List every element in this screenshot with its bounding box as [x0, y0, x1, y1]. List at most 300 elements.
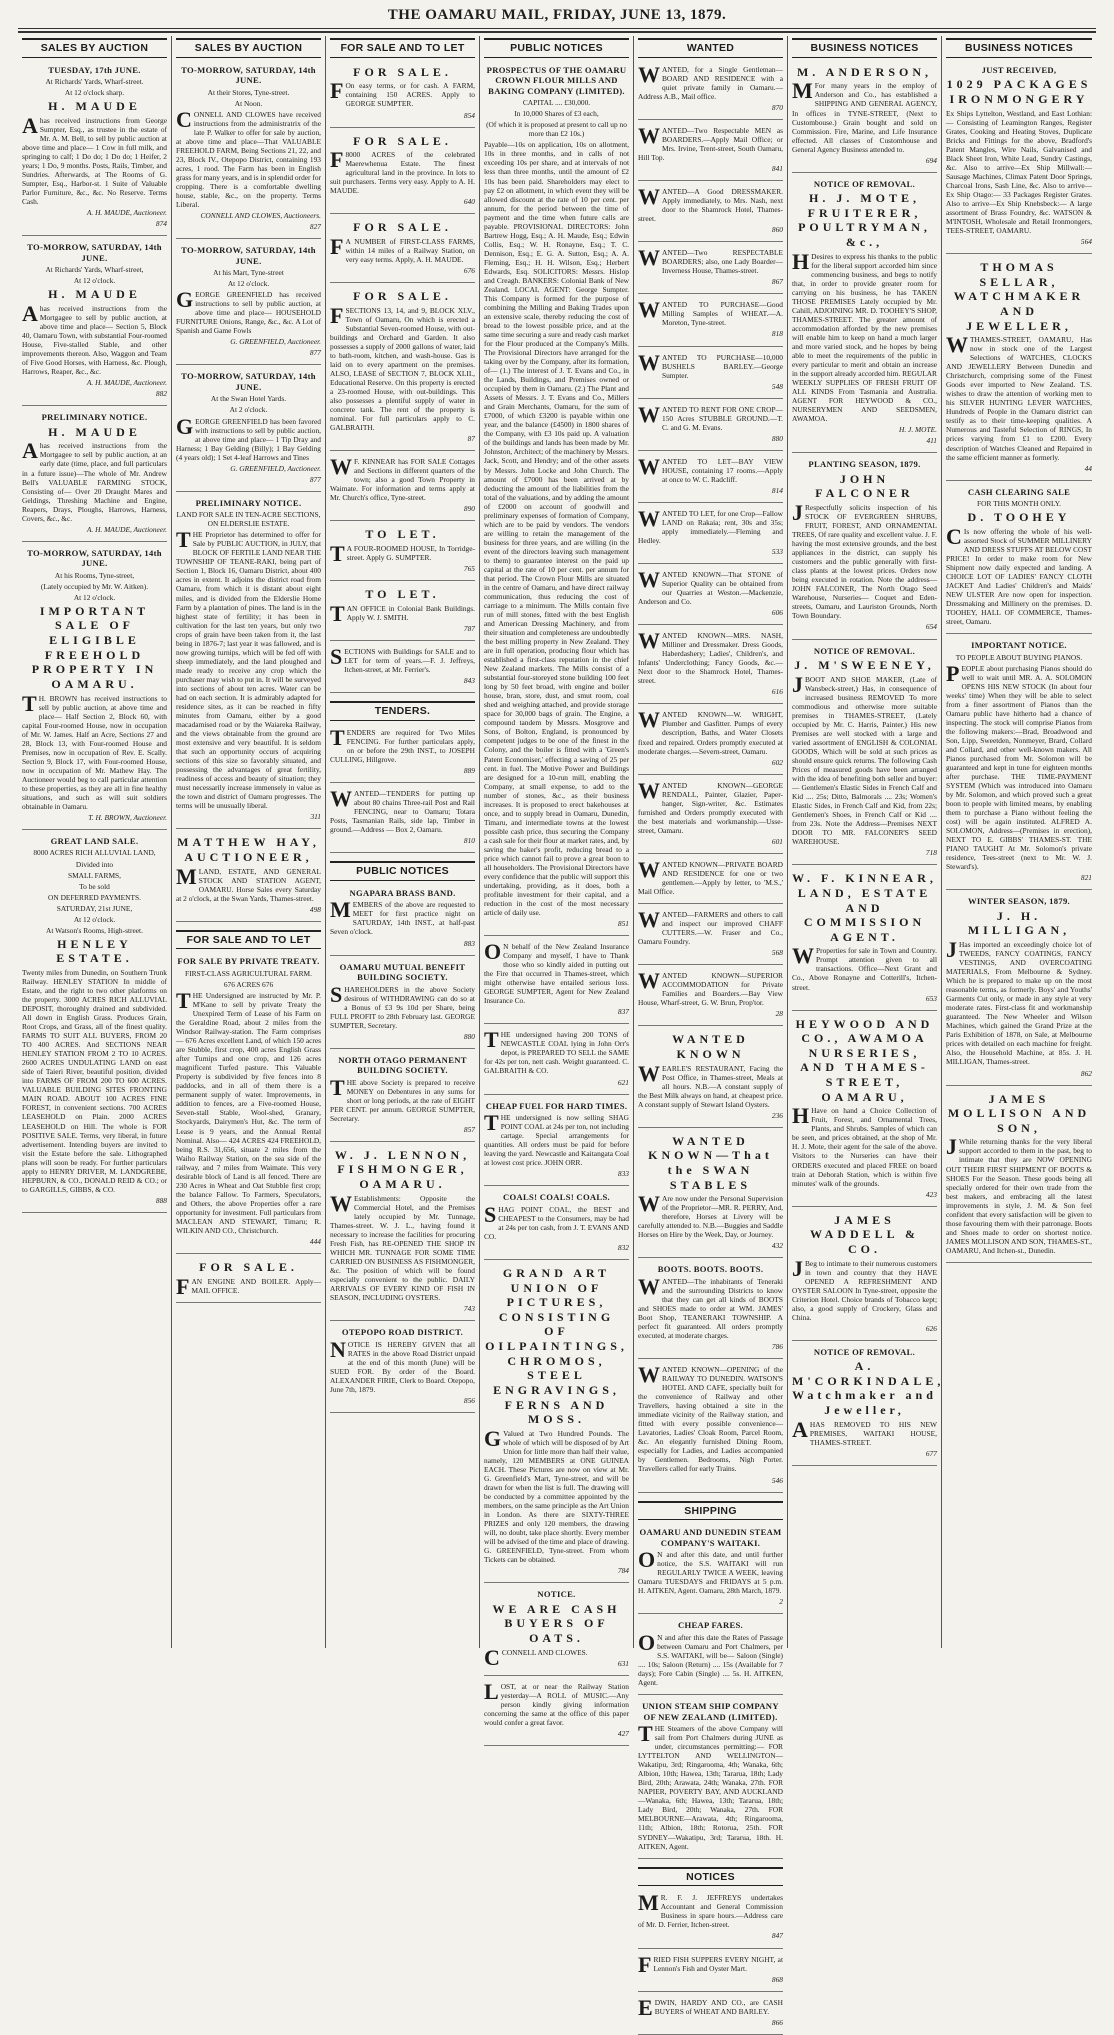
ad-number: 653 — [925, 993, 937, 1003]
ad-headline: TO-MORROW, SATURDAY, 14th JUNE. — [27, 547, 162, 569]
ad-body — [176, 106, 321, 210]
ad-number: 856 — [463, 1395, 475, 1405]
ad-body — [946, 660, 1092, 872]
ad-headline: TO-MORROW, SATURDAY, 14th JUNE. — [181, 371, 316, 392]
ad-body — [638, 184, 783, 224]
drop-cap-letter: O — [484, 939, 502, 965]
ad-signature: A. H. MAUDE, Auctioneer. — [86, 208, 167, 218]
section-heading: FOR SALE AND TO LET — [330, 38, 475, 58]
ad-headline: BOOTS. BOOTS. BOOTS. — [657, 1264, 764, 1275]
ad-number: 877 — [309, 474, 321, 484]
ad-body — [176, 863, 321, 903]
ad-body — [946, 109, 1092, 235]
ad-body — [792, 500, 937, 621]
advertisement — [792, 643, 937, 866]
newspaper-columns — [18, 36, 1096, 2027]
ad-headline: UNION STEAM SHIP COMPANY OF NEW ZEALAND (LIMITED). — [642, 1701, 779, 1722]
ad-body-text: has received instructions from the Mortgagee to sell by public auction, at an early date (time, place, and full particulars in a future issue)—The whole of Mr. Andrew Bell's VALUABLE FARMING STOCK, Consisting of— Over 20 Draught Mares and Geldings, Threshing Machine and Engine, Reapers, Drays, Ploughs, Harrows, Harness, Covers, &c., &c. — [22, 441, 167, 523]
ad-title: FOR SALE. — [353, 133, 452, 148]
ad-body — [330, 147, 475, 196]
ad-headline: OAMARU AND DUNEDIN STEAM COMPANY'S WAITAKI. — [639, 1527, 782, 1548]
ad-headline: TUESDAY, 17th JUNE. — [48, 64, 141, 75]
ad-headline: PROSPECTUS OF THE OAMARU CROWN FLOUR MILLS AND BAKING COMPANY (LIMITED). — [486, 64, 627, 96]
ad-body-text: R. F. J. JEFFREYS undertakes Accountant and General Commission Business in spare hours.—Address care of Mr. D. Ferrier, Itchen-street. — [638, 1893, 783, 1930]
ad-body-text: OST, at or near the Railway Station yesterday—A ROLL of MUSIC.—Any person kindly giving information concerning the same at the office of this paper would confer a great favor. — [484, 1681, 629, 1727]
ad-body — [792, 671, 937, 847]
drop-cap-letter: H — [792, 1103, 810, 1129]
ad-number: 818 — [771, 329, 783, 339]
ad-body-text: ONNELL AND CLOWES have received instructions from the administratrix of the late P. Walker to offer for sale by auction, at above time and place—That VALUABLE FREEHOLD FARM, Being Sections 21, 22, and 23, Block IV., Otepopo District, containing 193 acres, 1 rood. The Farm has been in English grass for many years, and is in splendid order for cropping. There is a comfortable dwelling house, stable, &c., on the property. Terms Liberal. — [176, 109, 321, 210]
drop-cap-letter: J — [792, 1255, 803, 1281]
advertisement — [638, 1952, 783, 1992]
ad-line: At the Swan Hotel Yards. — [210, 394, 287, 404]
ad-title: WE ARE CASH BUYERS OF OATS. — [492, 1601, 621, 1645]
ad-number: 860 — [771, 225, 783, 235]
ad-title: JOHN FALCONER — [815, 471, 914, 501]
ad-number: 427 — [617, 1728, 629, 1738]
advertisement — [176, 368, 321, 491]
ad-body-text: ANTED—The inhabitants of Teneraki and the surrounding Districts to know that they can get all kinds of BOOTS and SHOES made to order at WM. JAMES' Boot Shop, TEANERAKI TOWNSHIP. A perfect fit guaranteed. All orders promptly executed, at moderate charges. — [638, 1276, 783, 1341]
ad-body — [22, 301, 167, 377]
advertisement — [638, 1698, 783, 1858]
advertisement — [330, 885, 475, 956]
ad-body-text: LAND, ESTATE, AND GENERAL STOCK AND STATION AGENT, OAMARU. Horse Sales every Saturday at 2 o'clock, at the Swan Yards, Thames-street. — [176, 866, 321, 903]
drop-cap-letter: W — [330, 454, 352, 480]
ad-body-text: ENDERS are required for Two Miles FENCING. For further particulars apply, on or before the 29th INST., to JOSEPH CULLING, Hillgrove. — [330, 727, 475, 764]
ad-body — [638, 567, 783, 607]
ad-line: (Of which it is proposed at present to call up no more than £2 10s.) — [486, 120, 627, 139]
ad-body — [330, 541, 475, 567]
ad-line: Divided into — [75, 859, 114, 869]
drop-cap-letter: W — [638, 245, 660, 271]
ad-headline: TO-MORROW, SATURDAY, 14th JUNE. — [181, 64, 316, 86]
ad-line: (Lately occupied by Mr. W. Aitken). — [40, 581, 149, 591]
ad-body — [484, 1027, 629, 1076]
advertisement — [638, 506, 783, 564]
ad-number: 654 — [925, 622, 937, 632]
ad-number: 833 — [617, 1169, 629, 1179]
advertisement — [176, 832, 321, 921]
advertisement — [638, 857, 783, 904]
ad-number: 827 — [309, 222, 321, 232]
drop-cap-letter: T — [330, 724, 345, 750]
advertisement — [22, 239, 167, 406]
column-5 — [634, 36, 788, 2027]
section-heading: NOTICES — [638, 1867, 783, 1887]
drop-cap-letter: C — [946, 523, 962, 549]
ad-title: WANTED KNOWN—That the SWAN STABLES — [648, 1133, 773, 1192]
ad-body-text: ANTED KNOWN—MRS. NASH, Milliner and Dressmaker. Dress Goods, Haberdashery; Ladies', Children's, and Infants' Underclothing; Fancy Goods, &c.—Next door to the Shamrock Hotel, Thames-street. — [638, 631, 783, 686]
advertisement — [638, 968, 783, 1026]
ad-number: 423 — [925, 1189, 937, 1199]
ad-line: 8000 ACRES RICH ALLUVIAL LAND, — [33, 848, 156, 858]
ad-body-text: DWIN, HARDY AND CO., are CASH BUYERS of WHEAT AND BARLEY. — [654, 1997, 783, 2016]
ad-body — [638, 1362, 783, 1474]
ad-number: 841 — [771, 164, 783, 174]
ad-body-text: HE above Society is prepared to receive MONEY on Debentures in any sums for short or long periods, at the rate of EIGHT PER CENT. per annum. GEORGE SUMPTER, Secretary. — [330, 1077, 475, 1123]
ad-number: 676 — [463, 266, 475, 276]
ad-number: 621 — [617, 1077, 629, 1087]
ad-line: LAND FOR SALE IN TEN-ACRE SECTIONS, ON ELDERSLIE ESTATE. — [176, 510, 321, 529]
ad-body-text: Valued at Two Hundred Pounds. The whole of which will be disposed of by Art Union for little more than half their value, namely, 120 MEMBERS at ONE GUINEA EACH. These Pictures are now on view at Mr. G. Greenfield's Mart, Tyne-street, and will be drawn for when the list is full. The drawing will be conducted by a committee appointed by the members, on the same principle as the Art Union in London. As there are SIXTY-THREE PRIZES and only 120 members, the drawing will, no doubt, take place shortly. Every member will be advised of the time and place of drawing. G. GREENFIELD, Tyne-street. From whom Tickets can be obtained. — [484, 1428, 629, 1565]
ad-body — [638, 297, 783, 328]
ad-body — [792, 1416, 937, 1447]
ad-number: 28 — [775, 1009, 783, 1019]
ad-title: FOR SALE. — [353, 64, 452, 79]
ad-body — [638, 61, 783, 101]
ad-title: D. TOOHEY — [967, 510, 1071, 525]
advertisement — [330, 725, 475, 783]
drop-cap-letter: S — [330, 643, 343, 669]
ad-body — [638, 906, 783, 947]
advertisement — [638, 245, 783, 294]
ad-body — [330, 1336, 475, 1394]
ad-number: 870 — [771, 102, 783, 112]
drop-cap-letter: F — [330, 78, 344, 104]
ad-line: At Noon. — [234, 98, 263, 108]
drop-cap-letter: W — [638, 1273, 660, 1299]
ad-body-text: N and after this date the Rates of Passage between Oamaru and Port Chalmers, per S.S. WAITAKI, will be— Saloon (Single) .... 10s; Saloon (Return) .... 15s (Available for 7 days); Fore Cabin (Single) .... 5s. H. AITKEN, Agent. — [638, 1632, 783, 1688]
advertisement — [638, 907, 783, 965]
ad-body — [176, 1273, 321, 1299]
ad-number: 2 — [779, 1597, 783, 1607]
ad-headline: JUST RECEIVED, — [981, 64, 1057, 75]
ad-headline: NOTICE. — [537, 1589, 576, 1600]
ad-number: 880 — [771, 433, 783, 443]
advertisement — [22, 62, 167, 237]
advertisement — [22, 545, 167, 830]
ad-title: WANTED KNOWN — [672, 1032, 749, 1061]
drop-cap-letter: W — [330, 785, 352, 811]
drop-cap-letter: W — [946, 332, 968, 358]
ad-body-text: SECTIONS 13, 14, and 9, BLOCK XLV., Town of Oamaru, On which is erected a Substantial Seven-roomed House, with out-buildings and Orchard and Garden. It also possesses a supply of 2000 gallons of water, laid to bath-room, kitchen, and wash-house. Gas is laid on to every apartment on the premises. ALSO, LEASE of SECTION 7, BLOCK XLII., Educational Reserve. On this property is erected a 23-roomed House, with out-buildings. This also possesses a plentiful supply of water in concrete tank. The rent of the property is nominal. For full particulars apply to C. GALBRAITH. — [330, 305, 475, 433]
ad-body — [638, 856, 783, 896]
drop-cap-letter: W — [638, 1362, 660, 1388]
ad-number: 868 — [771, 1974, 783, 1984]
ad-body — [330, 78, 475, 109]
column-1 — [18, 36, 172, 1648]
ad-title: FOR SALE. — [353, 289, 452, 304]
ad-number: 810 — [463, 836, 475, 846]
ad-signature: A. H. MAUDE, Auctioneer. — [86, 524, 167, 534]
ad-line: At his Mart, Tyne-street — [213, 268, 284, 278]
ad-title: TO LET. — [365, 587, 440, 602]
ad-number: 546 — [771, 1475, 783, 1485]
section-heading: PUBLIC NOTICES — [330, 861, 475, 881]
ad-number: 847 — [771, 1931, 783, 1941]
ad-number: 498 — [309, 904, 321, 914]
ad-number: 601 — [771, 836, 783, 846]
ad-number: 564 — [1080, 236, 1092, 246]
ad-body — [176, 988, 321, 1235]
advertisement — [484, 62, 629, 936]
ad-body — [176, 527, 321, 811]
ad-body-text: Desires to express his thanks to the public for the liberal support accorded him since commencing business, and begs to notify that, in order to provide greater room for carrying on his business, he has TAKEN THOSE PREMISES Lately occupied by Mr. Cahill, ADJOINING MR. D. TOOHEY'S SHOP, THAMES-STREET. The greater amount of accommodation afforded by the new premises will enable him to keep on hand a much larger and more varied stock, and he hopes by being able to meet the requirements of the public in every particular to merit and obtain an increase in the support already accorded him. REGULAR WEEKLY SUPPLIES OF FRESH FRUIT OF ALL KINDS From Tasmania and Australia. AGENT FOR HEYWOOD & CO., NURSERYMEN AND SEEDSMEN, AWAMOA. — [792, 251, 937, 424]
ad-body — [330, 981, 475, 1030]
drop-cap-letter: S — [484, 1201, 497, 1227]
ad-body — [330, 785, 475, 835]
advertisement — [330, 786, 475, 853]
ad-body — [638, 777, 783, 835]
section-heading: SALES BY AUCTION — [176, 38, 321, 58]
ad-line: CAPITAL .... £30,000. — [522, 98, 591, 108]
section-heading: PUBLIC NOTICES — [484, 38, 629, 58]
ad-headline: NGAPARA BRASS BAND. — [349, 887, 456, 898]
ad-headline: PRELIMINARY NOTICE. — [41, 412, 148, 423]
ad-title: HENLEY ESTATE. — [56, 936, 133, 966]
ad-line: At 12 o'clock. — [73, 276, 116, 286]
section-heading: WANTED — [638, 38, 783, 58]
ad-headline: NOTICE OF REMOVAL. — [813, 645, 916, 656]
advertisement — [638, 184, 783, 242]
drop-cap-letter: M — [638, 1890, 659, 1916]
advertisement — [946, 257, 1092, 481]
ad-number: 444 — [309, 1236, 321, 1246]
drop-cap-letter: W — [638, 1060, 660, 1086]
ad-line: At 12 o'clock sharp. — [64, 88, 125, 98]
ad-title: H. MAUDE — [48, 287, 141, 302]
advertisement — [330, 584, 475, 641]
ad-title: JAMES MOLLISON AND SON, — [947, 1091, 1091, 1135]
ad-line: At Watson's Rooms, High-street. — [46, 925, 143, 935]
ad-title: GRAND ART UNION OF PICTURES, CONSISTING OF OILPAINTINGS, CHROMOS, STEEL ENGRAVINGS, FERNS AND MOSS. — [485, 1265, 628, 1427]
ad-number: 533 — [771, 547, 783, 557]
drop-cap-letter: W — [638, 906, 660, 932]
ad-title: J. H. MILLIGAN, — [967, 908, 1071, 938]
ad-number: 44 — [1084, 463, 1092, 473]
advertisement — [638, 350, 783, 399]
ad-body — [638, 122, 783, 163]
ad-body — [946, 332, 1092, 462]
column-4 — [480, 36, 634, 1738]
ad-body-text: While returning thanks for the very liberal support accorded to them in the past, beg to intimate that they are NOW OPENING OUT THEIR FIRST SHIPMENT OF BOOTS & SHOES For the Season. These goods being all specially ordered for their own trade from the best makers, and embracing all the latest improvements in style, J. M. & Son feel confident that every satisfaction will be given to those favouring them with their patronage. Boots and Shoes made to order on shortest notice. JAMES MOLLISON AND SON, THAMES-ST., OAMARU, And Itchen-st., Dunedin. — [946, 1137, 1092, 1255]
drop-cap-letter: W — [792, 943, 814, 969]
ad-number: 880 — [463, 1031, 475, 1041]
ad-body-text: has received instructions from George Sumpter, Esq., as trustee in the estate of Mr. A. M. Bell, to sell by public auction at above time and place— 1 Cow in full milk, and springing to calf; 1 Do do; 1 Do do; 1 Heifer, 2 years; 1 Do, 9 months. Posts, Rails, Timber, and Sundries. Afterwards, at The Rooms of G. Sumpter, Esq., Harbor-st. 1 Suite of Valuable Parlor Furniture, &c., &c. No Reserve. Terms Cash. — [22, 115, 167, 207]
ad-body — [638, 401, 783, 432]
ad-title: J. M'SWEENEY, — [794, 658, 935, 672]
drop-cap-letter: T — [330, 541, 345, 567]
drop-cap-letter: M — [330, 897, 351, 923]
ad-body-text: HAG POINT COAL, the BEST and CHEAPEST to the Consumers, may be had at 24s per ton cash, from J. T. EVANS AND CO. — [484, 1204, 629, 1241]
ad-body-text: ANTED KNOWN—GEORGE RENDALL, Painter, Glazier, Paper-hanger, Sign-writer, &c. Estimates furnished and Orders promptly executed with the best materials and workmanship.—Usse-street, Oamaru. — [638, 780, 783, 835]
ad-body-text: On easy terms, or for cash. A FARM, containing 150 ACRES. Apply to GEORGE SUMPTER. — [345, 81, 475, 109]
drop-cap-letter: G — [484, 1425, 502, 1451]
ad-number: 411 — [926, 436, 937, 446]
ad-body — [176, 287, 321, 336]
ad-body — [330, 643, 475, 674]
drop-cap-letter: N — [330, 1336, 346, 1362]
ad-number: 867 — [771, 277, 783, 287]
drop-cap-letter: O — [638, 1629, 656, 1655]
ad-body-text: ANTED—Two RESPECTABLE BOARDERS; also, one Lady Boarder—Inverness House, Thames-street. — [662, 248, 783, 276]
advertisement — [330, 131, 475, 215]
advertisement — [330, 1324, 475, 1413]
ad-number: 786 — [771, 1342, 783, 1352]
ad-body — [330, 454, 475, 503]
advertisement — [638, 297, 783, 346]
advertisement — [330, 1145, 475, 1321]
ad-body-text: ANTED—TENDERS for putting up about 80 chains Three-rail Post and Rail FENCING, near to Oamaru; Totara Posts, Tasmanian Rails, side lap, Timber in ground.—Address — Box 2, Oamaru. — [330, 788, 475, 835]
ad-body — [946, 1134, 1092, 1255]
ad-headline: COALS! COALS! COALS. — [503, 1192, 610, 1203]
advertisement — [638, 454, 783, 503]
ad-body-text: 8000 ACRES of the celebrated Maerewhenua Estate. The finest agricultural land in the province. In lots to suit purchasers. Terms very easy. Apply to A. H. MAUDE. — [330, 150, 475, 196]
advertisement — [638, 1995, 783, 2035]
ad-body-text: THAMES-STREET, OAMARU, Has now in stock one of the Largest Selections of WATCHES, CLOCKS AND JEWELLERY Between Dunedin and Christchurch, comprising some of the Finest Goods ever imported to New Zealand. T.S. wishes to draw the attention of working men to his SILVER HUNTING LEVER WATCHES, Hundreds of People in the Oamaru district can testify as to their time-keeping qualities. A Numerous and Tasteful Selection of RINGS, In prices varying from £1 to £200. Every description of Watches Cleaned and Repaired in the same efficient manner as formerly. — [946, 335, 1092, 462]
ad-line: At 12 o'clock. — [227, 279, 270, 289]
ad-body — [22, 438, 167, 523]
ad-number: 606 — [771, 608, 783, 618]
ad-number: 631 — [617, 1658, 629, 1668]
drop-cap-letter: T — [22, 690, 37, 716]
ad-body-text: HE Steamers of the above Company will sail from Port Chalmers during JUNE as under, circumstances permitting:— FOR LYTTELTON AND WELLINGTON—Wakatipu, 3rd; Ringarooma, 4th; Wanaka, 6th; Albion, 10th; Hawea, 13th; Tararua, 18th; Lady Bird, 20th; Arawata, 24th; Wanaka, 27th. FOR NAPIER, POVERTY BAY, AND AUCKLAND—Wanaka, 6th; Hawea, 13th; Tararua, 18th; Lady Bird, 20th; Wanaka, 27th. FOR MELBOURNE—Arawata, 4th; Ringarooma, 11th; Albion, 18th; Rotorua, 25th. FOR SYDNEY—Wakatipu, 3rd; Tararua, 18th. H. AITKEN, Agent. — [638, 1724, 783, 1851]
ad-body — [638, 453, 783, 484]
advertisement — [484, 1027, 629, 1094]
ad-title: THOMAS SELLAR, WATCHMAKER AND JEWELLER, — [953, 260, 1085, 333]
ad-body-text: CONNELL AND CLOWES. — [501, 1647, 588, 1657]
ad-number: 87 — [467, 434, 475, 444]
advertisement — [792, 1210, 937, 1341]
advertisement — [792, 176, 937, 454]
advertisement — [484, 1098, 629, 1187]
advertisement — [946, 62, 1092, 254]
advertisement — [638, 62, 783, 120]
ad-headline: CASH CLEARING SALE — [967, 486, 1071, 497]
masthead-rule — [18, 28, 1096, 29]
ad-body-text: ANTED KNOWN—PRIVATE BOARD AND RESIDENCE for one or two gentlemen.—Apply by letter, to 'M.S.,' Mail Office. — [638, 859, 783, 896]
ad-headline: WINTER SEASON, 1879. — [968, 896, 1070, 907]
ad-body-text: EMBERS of the above are requested to MEET for first practice night on SATURDAY, 14th INST., at half-past Seven o'clock. — [330, 900, 475, 937]
advertisement — [792, 62, 937, 173]
drop-cap-letter: S — [330, 981, 343, 1007]
ad-body — [484, 939, 629, 1006]
ad-body-text: EORGE GREENFIELD has received instructions to sell by public auction, at above time and place— HOUSEHOLD FURNITURE Onions, Range, &c., &c. A Lot of Spanish and Game Fowls — [176, 290, 321, 336]
section-heading: TENDERS. — [330, 701, 475, 721]
ad-body-text: ANTED TO LET, for one Crop—Fallow LAND on Rakaia; rent, 30s and 35s; apply immediately.—Fleming and Hedley. — [638, 508, 783, 545]
ad-headline: NOTICE OF REMOVAL. — [813, 1346, 916, 1357]
ad-body-text: ECTIONS with Buildings for SALE and to LET for term of years.—F. J. Jeffreys, Itchen-street, at Mr. Ferrier's. — [344, 646, 475, 674]
drop-cap-letter: W — [638, 505, 660, 531]
drop-cap-letter: W — [638, 61, 660, 87]
ad-body-text: has received instructions from the Mortgagee to sell by public auction, at above time and place— Section 5, Block 40, Oamaru Town, with substantial Four-roomed House, Five-stalled Stable, and other improvements thereon. Also, Waggon and Team of Five Good Horses, with Harness, &c. Plough, Harrows, Reaper, &c., &c. — [22, 304, 167, 377]
ad-body-text: Is now offering the whole of his well-assorted Stock of SUMMER MILLINERY AND DRESS STUFFS AT BELOW COST PRICE! In order to make room for New Shipment now daily expected and landing. A CHOICE LOT OF LADIES' FANCY CLOTH JACKET And Ladies' Children's and Maids' NEW ULSTER Are now open for inspection. Dressmaking and Millinery on the premises. D. TOOHEY, HALL OF COMMERCE, Thames-street, Oamaru. — [946, 526, 1092, 627]
ad-headline: PRELIMINARY NOTICE. — [195, 497, 302, 508]
ad-number: 837 — [617, 1007, 629, 1017]
ad-body — [638, 1629, 783, 1688]
ad-body-text: HE undersigned having 200 TONS of NEWCASTLE COAL lying in John Orr's depot, is PREPARED TO SELL the SAME for 42s per ton, nett cash. Weight guaranteed. C. GALBRAITH & CO. — [484, 1030, 629, 1076]
drop-cap-letter: W — [638, 1191, 660, 1217]
advertisement — [792, 1344, 945, 1466]
advertisement — [484, 939, 629, 1024]
ad-body-text: Establishments: Opposite the Commercial Hotel, and the Premises lately occupied by Mr. Tunnage, Thames-street. W. J. L., having found it necessary to increase the facilities for procuring Fresh Fish, has RE-OPENED THE SHOP IN WHICH MR. TUNNAGE FOR SOME TIME CARRIED ON BUSINESS AS FISHMONGER, &c. The position of which will be found especially convenient to the public. DAILY ARRIVALS OF EVERY KIND OF FISH IN SEASON, INCLUDING OYSTERS. — [330, 1193, 475, 1303]
ad-number: 602 — [771, 757, 783, 767]
ad-body-text: N behalf of the New Zealand Insurance Company and myself, I have to Thank those who so kindly aided in putting out the Fire that occurred in Thames-street, which might otherwise have entailed serious loss. GEORGE SUMPTER, Agent for New Zealand Insurance Co. — [484, 942, 629, 1006]
drop-cap-letter: F — [638, 1951, 652, 1977]
drop-cap-letter: W — [638, 856, 660, 882]
ad-number: 787 — [463, 623, 475, 633]
masthead-rule-double — [18, 31, 1096, 33]
advertisement — [638, 1617, 783, 1695]
ad-line: 676 ACRES 676 — [223, 980, 274, 989]
ad-line: SATURDAY, 21st JUNE, — [56, 903, 133, 913]
drop-cap-letter: W — [638, 567, 660, 593]
ad-body-text: BOOT AND SHOE MAKER, (Late of Wansbeck-street,) Has, in consequence of increased business REMOVED To more commodious and otherwise more suitable premises in THAMES-STREET, (Lately occupied by Mr. C. Harris, Painter.) His new Premises are well stocked with a large and varied assortment of ENGLISH & COLONIAL GOODS, Which will be sold at such prices as should ensure quick returns. The following Cash Prices of measured goods have been arranged with the idea of benefiting both seller and buyer:— Gentlemen's Elastic Sides in French Calf and Kid .... 25s; Ditto, Balmorals .... 23s; Women's Elastic Sides, in French Calf and Kid, from 22s; Gentlemen's Shoes, in French Calf or Kid .... from 23s. Note the Address—Premises NEXT DOOR TO MR. FALCONER'S SEED WAREHOUSE. — [792, 674, 937, 847]
ad-line: At 12 o'clock. — [73, 592, 116, 602]
ad-number: 616 — [771, 687, 783, 697]
ad-number: 640 — [463, 197, 475, 207]
ad-line: At their Stores, Tyne-street. — [207, 87, 290, 97]
drop-cap-letter: W — [638, 297, 660, 323]
ad-body-text: ANTED KNOWN—W. WRIGHT, Plumber and Gasfitter. Pumps of every description, Baths, and Water Closets fixed and repaired. Orders promptly executed at moderate charges.—Severn-street, Oamaru. — [638, 710, 783, 756]
ad-body-text: HE Undersigned are instructed by Mr. P. M'Kane to sell by private Treaty the Unexpired Term of Lease of his Farm on the Geraldine Road, about 2 miles from the Windsor Railway-station. The Farm comprises— 676 Acres excellent Land, of which 150 acres are Stubble, first crop, 400 acres English Grass after Turnips and one crop, and 126 acres magnificent Turfed pasture. This Valuable Property is subdivided by five fences into 8 paddocks, and in all of them there is a permanent supply of water. Improvements, in addition to fences, are a Five-roomed House, Seven-stall Stable, Wool-shed, Granary, Stockyards, Dairymen's Hut, &c. The term of Lease is 9 years, and the Annual Rental Nominal. Also— 424 ACRES 424 FREEHOLD, being R.S. 31,656, situate 2 miles from the Waiho Railway Station, on the sea side of the railway, and 7 miles from Waimate. This very desirable block of Land is all fenced. There are 230 Acres in Wheat and Oat Stubble first crop; the balance Fallow. To Farmers, Speculators, and Others, the above Properties offer a rare opportunity for investment. Full particulars from MACLEAN AND STEWART, Timaru; R. WILKIN AND CO., Christchurch. — [176, 991, 321, 1235]
ad-body — [22, 690, 167, 811]
ad-body-text: Beg to intimate to their numerous customers in town and country that they HAVE OPENED A REFRESHMENT AND OYSTER SALOON In Tyne-street, opposite the Criterion Hotel. Choice brands of Tobacco kept; also, a good supply of Crockery, Glass and China. — [792, 1258, 937, 1322]
ad-signature: H. J. MOTE. — [899, 425, 937, 435]
ad-line: FOR THIS MONTH ONLY. — [977, 499, 1061, 509]
ad-body — [638, 707, 783, 756]
advertisement — [176, 1257, 321, 1303]
drop-cap-letter: L — [484, 1678, 499, 1704]
ad-line: TO PEOPLE ABOUT BUYING PIANOS. — [955, 652, 1083, 662]
advertisement — [792, 1014, 937, 1207]
column-3 — [326, 36, 480, 1648]
advertisement — [330, 217, 475, 283]
ad-line: At Richards' Yards, Wharf-street, — [45, 265, 144, 275]
ad-body — [22, 112, 167, 207]
section-heading: FOR SALE AND TO LET — [176, 930, 321, 950]
ad-title: 1029 PACKAGES IRONMONGERY — [946, 77, 1092, 106]
drop-cap-letter: J — [946, 1134, 957, 1160]
ad-number: 890 — [463, 504, 475, 514]
advertisement — [176, 242, 321, 365]
drop-cap-letter: M — [792, 78, 813, 104]
ad-body-text: ANTED TO PURCHASE—Good Milling Samples of WHEAT.—A. Moreton, Tyne-street. — [662, 300, 783, 328]
ad-number: 854 — [463, 110, 475, 120]
column-6 — [788, 36, 945, 1648]
ad-headline: OTEPOPO ROAD DISTRICT. — [341, 1327, 464, 1338]
masthead-title: THE OAMARU MAIL, FRIDAY, JUNE 13, 1879. — [387, 7, 727, 23]
drop-cap-letter: O — [638, 1547, 656, 1573]
ad-body-text: A NUMBER of FIRST-CLASS FARMS, within 14 miles of a Railway Station, on very easy terms. Apply, A. H. MAUDE. — [345, 236, 475, 265]
drop-cap-letter: W — [638, 184, 660, 210]
ad-body-text: ANTED, for a Single Gentleman—BOARD AND RESIDENCE with a quiet private family in Oamaru.—Address A.B., Mail office. — [638, 64, 783, 101]
advertisement — [946, 484, 1092, 634]
ad-number: 866 — [771, 2017, 783, 2027]
ad-signature: G. GREENFIELD, Auctioneer. — [230, 337, 321, 347]
ad-body — [330, 897, 475, 937]
drop-cap-letter: W — [638, 453, 660, 479]
drop-cap-letter: W — [638, 707, 660, 733]
ad-body — [792, 1103, 937, 1188]
ad-number: 883 — [463, 938, 475, 948]
ad-body-text: Has imported an exceedingly choice lot of TWEEDS, FANCY COATINGS, FANCY VESTINGS, AND OVERCOATING MATERIALS, From Melbourne & Sydney. Which he is prepared to make up on the most reasonable terms, as formerly. Boys' and Youths' Garments Cut only, or made in any style at very moderate rates. First-class fit and workmanship guaranteed. The New Wheeler and Wilson Machines, which gained the Grand Prize at the Paris Exhibition of 1878, on Sale, at Melbourne prices with detailed on each machine for freight. Also, the Household Machine, at 85s. J. H. MILLIGAN, Thames-street. — [946, 940, 1092, 1067]
ad-body-text: Respectfully solicits inspection of his STOCK OF EVERGREEN SHRUBS, FRUIT, FOREST, AND ORNAMENTAL TREES, Of rare quality and excellent value. J. F. having the most extensive grounds, and the best appliances in the district, can supply his customers and the public generally with first-class plants at the lowest prices. Orders now being executed in rotation. Note the address— JOHN FALCONER, The North Otago Seed Warehouse, Nurseries— Coquet and Eden-streets, Oamaru, and Lauriston Grounds, North Town Boundary. — [792, 503, 937, 621]
advertisement — [484, 1586, 629, 1675]
ad-title: H. J. MOTE, FRUITERER, POULTRYMAN, &c., — [798, 191, 931, 250]
ad-signature: A. H. MAUDE, Auctioneer. — [86, 378, 167, 388]
ad-body — [638, 1890, 783, 1930]
ad-body-text: ANTED—Two Respectable MEN as BOARDERS.—Apply Mail Office; or Mrs. Irvine, Trent-street, South Oamaru, Hill Top. — [638, 125, 783, 163]
ad-body-text: HAREHOLDERS in the above Society desirous of WITHDRAWING can do so at a Bonus of £3 9s 10d per Share, being FULL PROFIT to 28th February last. GEORGE SUMPTER, Secretary. — [330, 984, 475, 1030]
ad-number: 843 — [463, 675, 475, 685]
ad-number: 548 — [771, 381, 783, 391]
advertisement — [638, 1362, 783, 1492]
ad-headline: NOTICE OF REMOVAL. — [813, 178, 916, 189]
ad-headline: TO-MORROW, SATURDAY, 14th JUNE. — [27, 242, 162, 263]
ad-number: 784 — [617, 1566, 629, 1576]
advertisement — [638, 1131, 783, 1259]
